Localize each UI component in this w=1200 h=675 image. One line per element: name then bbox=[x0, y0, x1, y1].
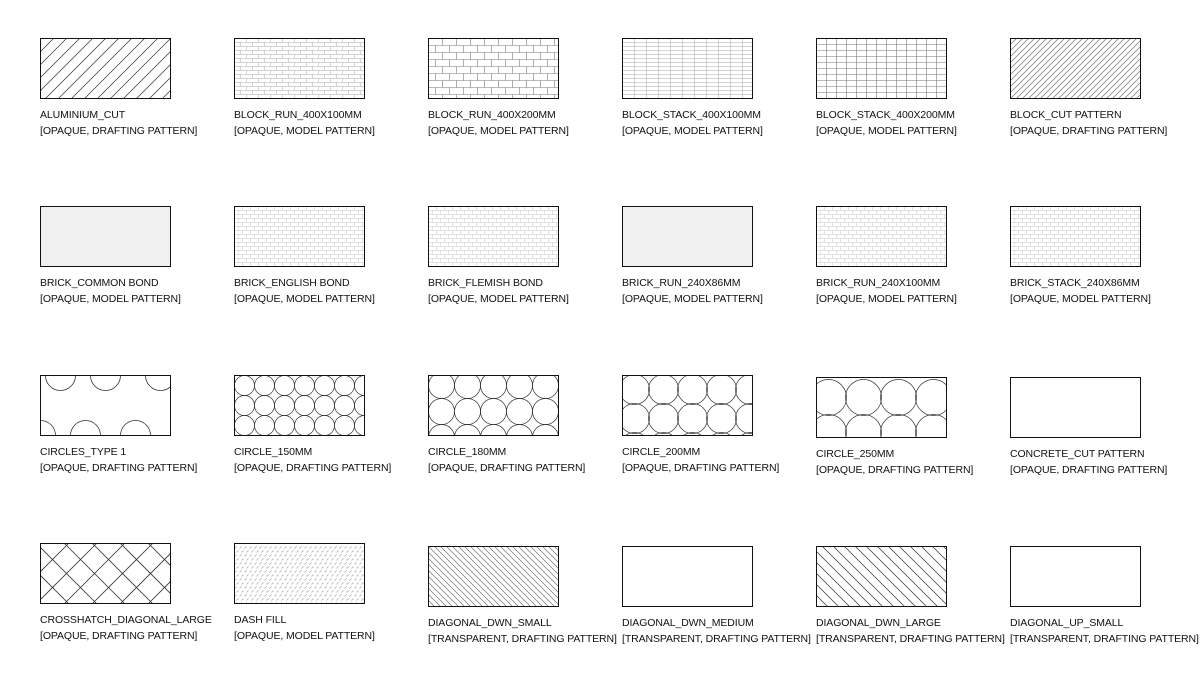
pattern-label bbox=[816, 446, 974, 478]
pattern-name: CONCRETE_CUT PATTERN bbox=[1010, 448, 1145, 460]
pattern-name: BRICK_RUN_240X100MM bbox=[816, 277, 941, 289]
pattern-preview bbox=[40, 375, 171, 436]
pattern-preview bbox=[234, 543, 365, 604]
pattern-name: DIAGONAL_UP_SMALL bbox=[1010, 617, 1124, 629]
pattern-swatch[interactable] bbox=[234, 206, 375, 307]
pattern-name: BLOCK_CUT PATTERN bbox=[1010, 109, 1122, 121]
pattern-name: BLOCK_STACK_400X100MM bbox=[622, 109, 761, 121]
pattern-label bbox=[40, 444, 198, 476]
pattern-properties: [TRANSPARENT, DRAFTING PATTERN] bbox=[622, 633, 811, 645]
pattern-preview bbox=[40, 206, 171, 267]
pattern-swatch[interactable] bbox=[1010, 38, 1168, 139]
pattern-name: CIRCLE_250MM bbox=[816, 448, 895, 460]
pattern-name: CIRCLES_TYPE 1 bbox=[40, 446, 127, 458]
pattern-swatch[interactable] bbox=[428, 375, 586, 476]
pattern-name: BRICK_FLEMISH BOND bbox=[428, 277, 543, 289]
pattern-properties: [OPAQUE, MODEL PATTERN] bbox=[622, 125, 763, 137]
pattern-preview bbox=[622, 38, 753, 99]
pattern-properties: [OPAQUE, MODEL PATTERN] bbox=[816, 293, 957, 305]
pattern-preview bbox=[816, 546, 947, 607]
pattern-properties: [OPAQUE, MODEL PATTERN] bbox=[816, 125, 957, 137]
pattern-swatch[interactable] bbox=[428, 38, 569, 139]
pattern-properties: [OPAQUE, DRAFTING PATTERN] bbox=[40, 125, 198, 137]
pattern-label bbox=[1010, 446, 1168, 478]
pattern-swatch[interactable] bbox=[816, 546, 1005, 647]
pattern-label bbox=[234, 444, 392, 476]
pattern-name: DIAGONAL_DWN_LARGE bbox=[816, 617, 941, 629]
pattern-label bbox=[816, 107, 957, 139]
pattern-swatch[interactable] bbox=[1010, 206, 1151, 307]
pattern-swatch[interactable] bbox=[622, 546, 811, 647]
pattern-name: DASH FILL bbox=[234, 614, 287, 626]
pattern-properties: [OPAQUE, DRAFTING PATTERN] bbox=[816, 464, 974, 476]
pattern-swatch[interactable] bbox=[40, 206, 181, 307]
pattern-properties: [OPAQUE, DRAFTING PATTERN] bbox=[1010, 125, 1168, 137]
pattern-label bbox=[428, 444, 586, 476]
pattern-preview bbox=[622, 375, 753, 436]
pattern-swatch[interactable] bbox=[40, 543, 212, 644]
pattern-name: BLOCK_RUN_400X200MM bbox=[428, 109, 556, 121]
pattern-label bbox=[622, 275, 763, 307]
pattern-properties: [TRANSPARENT, DRAFTING PATTERN] bbox=[428, 633, 617, 645]
pattern-label bbox=[40, 107, 198, 139]
pattern-preview bbox=[1010, 38, 1141, 99]
pattern-name: CROSSHATCH_DIAGONAL_LARGE bbox=[40, 614, 212, 626]
pattern-preview bbox=[816, 38, 947, 99]
pattern-swatch[interactable] bbox=[1010, 546, 1199, 647]
pattern-properties: [OPAQUE, DRAFTING PATTERN] bbox=[40, 462, 198, 474]
pattern-properties: [OPAQUE, DRAFTING PATTERN] bbox=[234, 462, 392, 474]
pattern-swatch[interactable] bbox=[234, 38, 375, 139]
pattern-swatch[interactable] bbox=[816, 377, 974, 478]
pattern-preview bbox=[816, 377, 947, 438]
pattern-label bbox=[1010, 107, 1168, 139]
pattern-properties: [TRANSPARENT, DRAFTING PATTERN] bbox=[1010, 633, 1199, 645]
pattern-properties: [OPAQUE, DRAFTING PATTERN] bbox=[428, 462, 586, 474]
pattern-swatch[interactable] bbox=[622, 206, 763, 307]
pattern-name: BRICK_RUN_240X86MM bbox=[622, 277, 741, 289]
pattern-preview bbox=[234, 38, 365, 99]
pattern-swatch[interactable] bbox=[816, 206, 957, 307]
pattern-preview bbox=[1010, 377, 1141, 438]
pattern-name: CIRCLE_150MM bbox=[234, 446, 313, 458]
pattern-name: BRICK_COMMON BOND bbox=[40, 277, 159, 289]
pattern-preview bbox=[816, 206, 947, 267]
pattern-preview bbox=[622, 546, 753, 607]
pattern-properties: [OPAQUE, MODEL PATTERN] bbox=[428, 293, 569, 305]
pattern-name: BLOCK_STACK_400X200MM bbox=[816, 109, 955, 121]
pattern-properties: [OPAQUE, DRAFTING PATTERN] bbox=[1010, 464, 1168, 476]
pattern-preview bbox=[1010, 206, 1141, 267]
pattern-swatch[interactable] bbox=[622, 38, 763, 139]
pattern-name: CIRCLE_200MM bbox=[622, 446, 701, 458]
pattern-label bbox=[40, 275, 181, 307]
pattern-name: BRICK_STACK_240X86MM bbox=[1010, 277, 1140, 289]
pattern-swatch[interactable] bbox=[1010, 377, 1168, 478]
pattern-swatch[interactable] bbox=[622, 375, 780, 476]
pattern-swatch[interactable] bbox=[816, 38, 957, 139]
pattern-properties: [OPAQUE, MODEL PATTERN] bbox=[40, 293, 181, 305]
pattern-properties: [OPAQUE, MODEL PATTERN] bbox=[234, 630, 375, 642]
pattern-preview bbox=[428, 38, 559, 99]
pattern-name: DIAGONAL_DWN_MEDIUM bbox=[622, 617, 754, 629]
pattern-properties: [OPAQUE, DRAFTING PATTERN] bbox=[622, 462, 780, 474]
pattern-name: ALUMINIUM_CUT bbox=[40, 109, 126, 121]
pattern-label bbox=[1010, 275, 1151, 307]
pattern-preview bbox=[40, 38, 171, 99]
pattern-label bbox=[234, 275, 375, 307]
pattern-swatch[interactable] bbox=[40, 375, 198, 476]
pattern-label bbox=[816, 615, 1005, 647]
pattern-swatch[interactable] bbox=[428, 206, 569, 307]
pattern-name: BLOCK_RUN_400X100MM bbox=[234, 109, 362, 121]
pattern-label bbox=[1010, 615, 1199, 647]
pattern-label bbox=[234, 107, 375, 139]
pattern-preview bbox=[234, 375, 365, 436]
pattern-properties: [OPAQUE, MODEL PATTERN] bbox=[234, 125, 375, 137]
pattern-properties: [OPAQUE, MODEL PATTERN] bbox=[1010, 293, 1151, 305]
pattern-properties: [OPAQUE, MODEL PATTERN] bbox=[622, 293, 763, 305]
pattern-swatch[interactable] bbox=[40, 38, 198, 139]
pattern-label bbox=[234, 612, 375, 644]
pattern-swatch[interactable] bbox=[234, 375, 392, 476]
pattern-properties: [OPAQUE, MODEL PATTERN] bbox=[234, 293, 375, 305]
pattern-preview bbox=[428, 206, 559, 267]
pattern-label bbox=[428, 615, 617, 647]
pattern-name: DIAGONAL_DWN_SMALL bbox=[428, 617, 552, 629]
pattern-swatch[interactable] bbox=[428, 546, 617, 647]
pattern-preview bbox=[40, 543, 171, 604]
pattern-properties: [OPAQUE, DRAFTING PATTERN] bbox=[40, 630, 198, 642]
pattern-preview bbox=[1010, 546, 1141, 607]
pattern-label bbox=[622, 615, 811, 647]
pattern-preview bbox=[428, 375, 559, 436]
pattern-preview bbox=[234, 206, 365, 267]
pattern-name: BRICK_ENGLISH BOND bbox=[234, 277, 350, 289]
pattern-preview bbox=[428, 546, 559, 607]
pattern-preview bbox=[622, 206, 753, 267]
pattern-label bbox=[40, 612, 212, 644]
pattern-label bbox=[816, 275, 957, 307]
pattern-properties: [OPAQUE, MODEL PATTERN] bbox=[428, 125, 569, 137]
pattern-swatch[interactable] bbox=[234, 543, 375, 644]
pattern-label bbox=[428, 275, 569, 307]
pattern-label bbox=[622, 107, 763, 139]
pattern-label bbox=[428, 107, 569, 139]
pattern-name: CIRCLE_180MM bbox=[428, 446, 507, 458]
pattern-label bbox=[622, 444, 780, 476]
pattern-properties: [TRANSPARENT, DRAFTING PATTERN] bbox=[816, 633, 1005, 645]
